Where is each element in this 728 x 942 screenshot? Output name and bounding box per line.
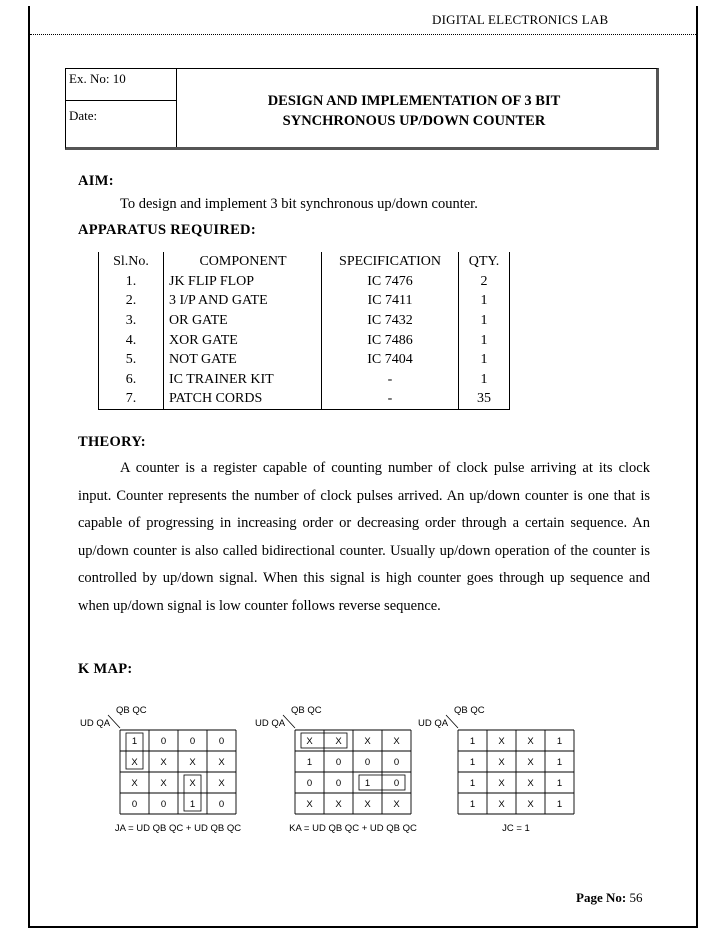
apparatus-row <box>99 350 510 370</box>
apparatus-cell: JK FLIP FLOP <box>164 272 322 292</box>
apparatus-cell: 1 <box>459 291 510 311</box>
apparatus-cell: - <box>322 389 459 409</box>
kmap-cell: 0 <box>160 799 167 810</box>
kmap-cell: 0 <box>393 757 400 768</box>
kmap-cell: 0 <box>393 778 400 789</box>
apparatus-cell: 7. <box>99 389 164 409</box>
kmap-cell: 1 <box>469 778 476 789</box>
lab-header: DIGITAL ELECTRONICS LAB <box>432 12 609 27</box>
kmap-heading: K MAP: <box>78 661 133 677</box>
kmap-cell: 0 <box>131 799 138 810</box>
kmap-cell: X <box>189 778 196 789</box>
kmap-cell: 1 <box>469 799 476 810</box>
kmap-cell: X <box>160 757 167 768</box>
apparatus-row <box>99 272 510 292</box>
apparatus-cell: OR GATE <box>164 311 322 331</box>
kmap-2 <box>255 705 417 834</box>
kmap-cell: X <box>218 778 225 789</box>
apparatus-heading: APPARATUS REQUIRED: <box>78 222 256 238</box>
theory-text <box>78 455 650 621</box>
kmap-cell: 1 <box>556 799 563 810</box>
kmap-cell: 1 <box>189 799 196 810</box>
apparatus-cell: 5. <box>99 350 164 370</box>
theory-heading: THEORY: <box>78 434 146 450</box>
exercise-number: Ex. No: 10 <box>69 71 126 86</box>
aim-heading: AIM: <box>78 173 114 189</box>
exercise-title-line-1: DESIGN AND IMPLEMENTATION OF 3 BIT <box>267 93 561 109</box>
kmap-1 <box>80 705 241 834</box>
kmap-cell: 1 <box>131 736 138 747</box>
kmap-equation: JA = UD QB QC + UD QB QC <box>114 823 242 834</box>
kmap-cell: X <box>527 799 534 810</box>
page-label: Page No: <box>576 890 627 905</box>
apparatus-cell: 1. <box>99 272 164 292</box>
apparatus-cell: NOT GATE <box>164 350 322 370</box>
kmap-cell: X <box>498 778 505 789</box>
apparatus-header-row <box>99 252 510 272</box>
kmap-cell: X <box>527 757 534 768</box>
apparatus-row <box>99 291 510 311</box>
kmap-row-variable: UD QA <box>80 718 111 729</box>
apparatus-cell: XOR GATE <box>164 330 322 350</box>
apparatus-cell: IC TRAINER KIT <box>164 370 322 390</box>
apparatus-cell: IC 7432 <box>322 311 459 331</box>
kmap-cell: X <box>364 736 371 747</box>
apparatus-cell: IC 7404 <box>322 350 459 370</box>
apparatus-cell: 2. <box>99 291 164 311</box>
apparatus-cell: 3. <box>99 311 164 331</box>
page-number-value: 56 <box>629 890 643 905</box>
apparatus-row <box>99 311 510 331</box>
kmap-cell: 0 <box>218 799 225 810</box>
apparatus-cell: 35 <box>459 389 510 409</box>
kmap-cell: 1 <box>306 757 313 768</box>
kmap-cell: X <box>364 799 371 810</box>
apparatus-cell: PATCH CORDS <box>164 389 322 409</box>
kmap-cell: X <box>393 736 400 747</box>
page-number <box>576 890 642 906</box>
kmap-cell: 1 <box>469 757 476 768</box>
kmap-cell: X <box>189 757 196 768</box>
header-divider <box>30 34 698 35</box>
kmap-cell: X <box>335 799 342 810</box>
kmap-cell: X <box>498 736 505 747</box>
apparatus-cell: IC 7486 <box>322 330 459 350</box>
kmap-cell: 0 <box>364 757 371 768</box>
apparatus-cell: 1 <box>459 370 510 390</box>
kmap-equation: KA = UD QB QC + UD QB QC <box>289 823 417 834</box>
apparatus-column-header: QTY. <box>459 252 510 272</box>
apparatus-row <box>99 389 510 409</box>
exercise-title-line-2: SYNCHRONOUS UP/DOWN COUNTER <box>282 113 546 129</box>
kmap-cell: X <box>393 799 400 810</box>
kmap-cell: X <box>335 736 342 747</box>
kmap-cell: X <box>131 778 138 789</box>
kmap-column-variable: QB QC <box>454 705 485 716</box>
apparatus-cell: 6. <box>99 370 164 390</box>
kmap-equation: JC = 1 <box>502 823 530 834</box>
exercise-box <box>65 68 657 148</box>
apparatus-cell: IC 7476 <box>322 272 459 292</box>
apparatus-cell: 1 <box>459 350 510 370</box>
kmap-cell: 1 <box>469 736 476 747</box>
apparatus-column-header: COMPONENT <box>164 252 322 272</box>
apparatus-row <box>99 370 510 390</box>
kmap-column-variable: QB QC <box>116 705 147 716</box>
apparatus-cell: - <box>322 370 459 390</box>
theory-paragraph: A counter is a register capable of counting number of clock pulse arriving at its clock input. Counter represents the number of clock pulses arrived. An up/down counter is one that is capable of progressing in increasing order or decreasing order through a certain sequence. An up/down counter is also called bidirectional counter. Usually up/down operation of the counter is controlled by up/down signal. When this signal is high counter goes through up sequence and when up/down signal is low counter follows reverse sequence. <box>78 460 650 614</box>
apparatus-table <box>98 252 510 410</box>
apparatus-cell: 4. <box>99 330 164 350</box>
apparatus-column-header: SPECIFICATION <box>322 252 459 272</box>
kmap-cell: X <box>498 757 505 768</box>
kmap-cell: 0 <box>189 736 196 747</box>
kmap-figure <box>60 702 660 847</box>
apparatus-cell: 1 <box>459 330 510 350</box>
kmap-row-variable: UD QA <box>255 718 286 729</box>
exercise-date: Date: <box>69 108 98 123</box>
kmap-cell: 1 <box>556 736 563 747</box>
kmap-cell: 0 <box>306 778 313 789</box>
exercise-title <box>179 91 649 131</box>
kmap-cell: 1 <box>556 757 563 768</box>
kmap-cell: X <box>527 736 534 747</box>
apparatus-row <box>99 330 510 350</box>
kmap-cell: 0 <box>218 736 225 747</box>
kmap-cell: 1 <box>364 778 371 789</box>
exercise-meta-divider <box>65 100 176 101</box>
kmap-cell: X <box>131 757 138 768</box>
kmap-cell: X <box>160 778 167 789</box>
apparatus-cell: IC 7411 <box>322 291 459 311</box>
kmap-cell: X <box>218 757 225 768</box>
kmap-cell: 0 <box>335 757 342 768</box>
apparatus-cell: 1 <box>459 311 510 331</box>
kmap-cell: X <box>527 778 534 789</box>
apparatus-cell: 3 I/P AND GATE <box>164 291 322 311</box>
apparatus-column-header: Sl.No. <box>99 252 164 272</box>
kmap-cell: X <box>306 799 313 810</box>
kmap-cell: X <box>306 736 313 747</box>
kmap-column-variable: QB QC <box>291 705 322 716</box>
kmap-cell: X <box>498 799 505 810</box>
kmap-cell: 0 <box>335 778 342 789</box>
kmap-3 <box>418 705 574 834</box>
apparatus-cell: 2 <box>459 272 510 292</box>
aim-text: To design and implement 3 bit synchronous up/down counter. <box>120 196 478 212</box>
kmap-row-variable: UD QA <box>418 718 449 729</box>
kmap-cell: 1 <box>556 778 563 789</box>
kmap-cell: 0 <box>160 736 167 747</box>
